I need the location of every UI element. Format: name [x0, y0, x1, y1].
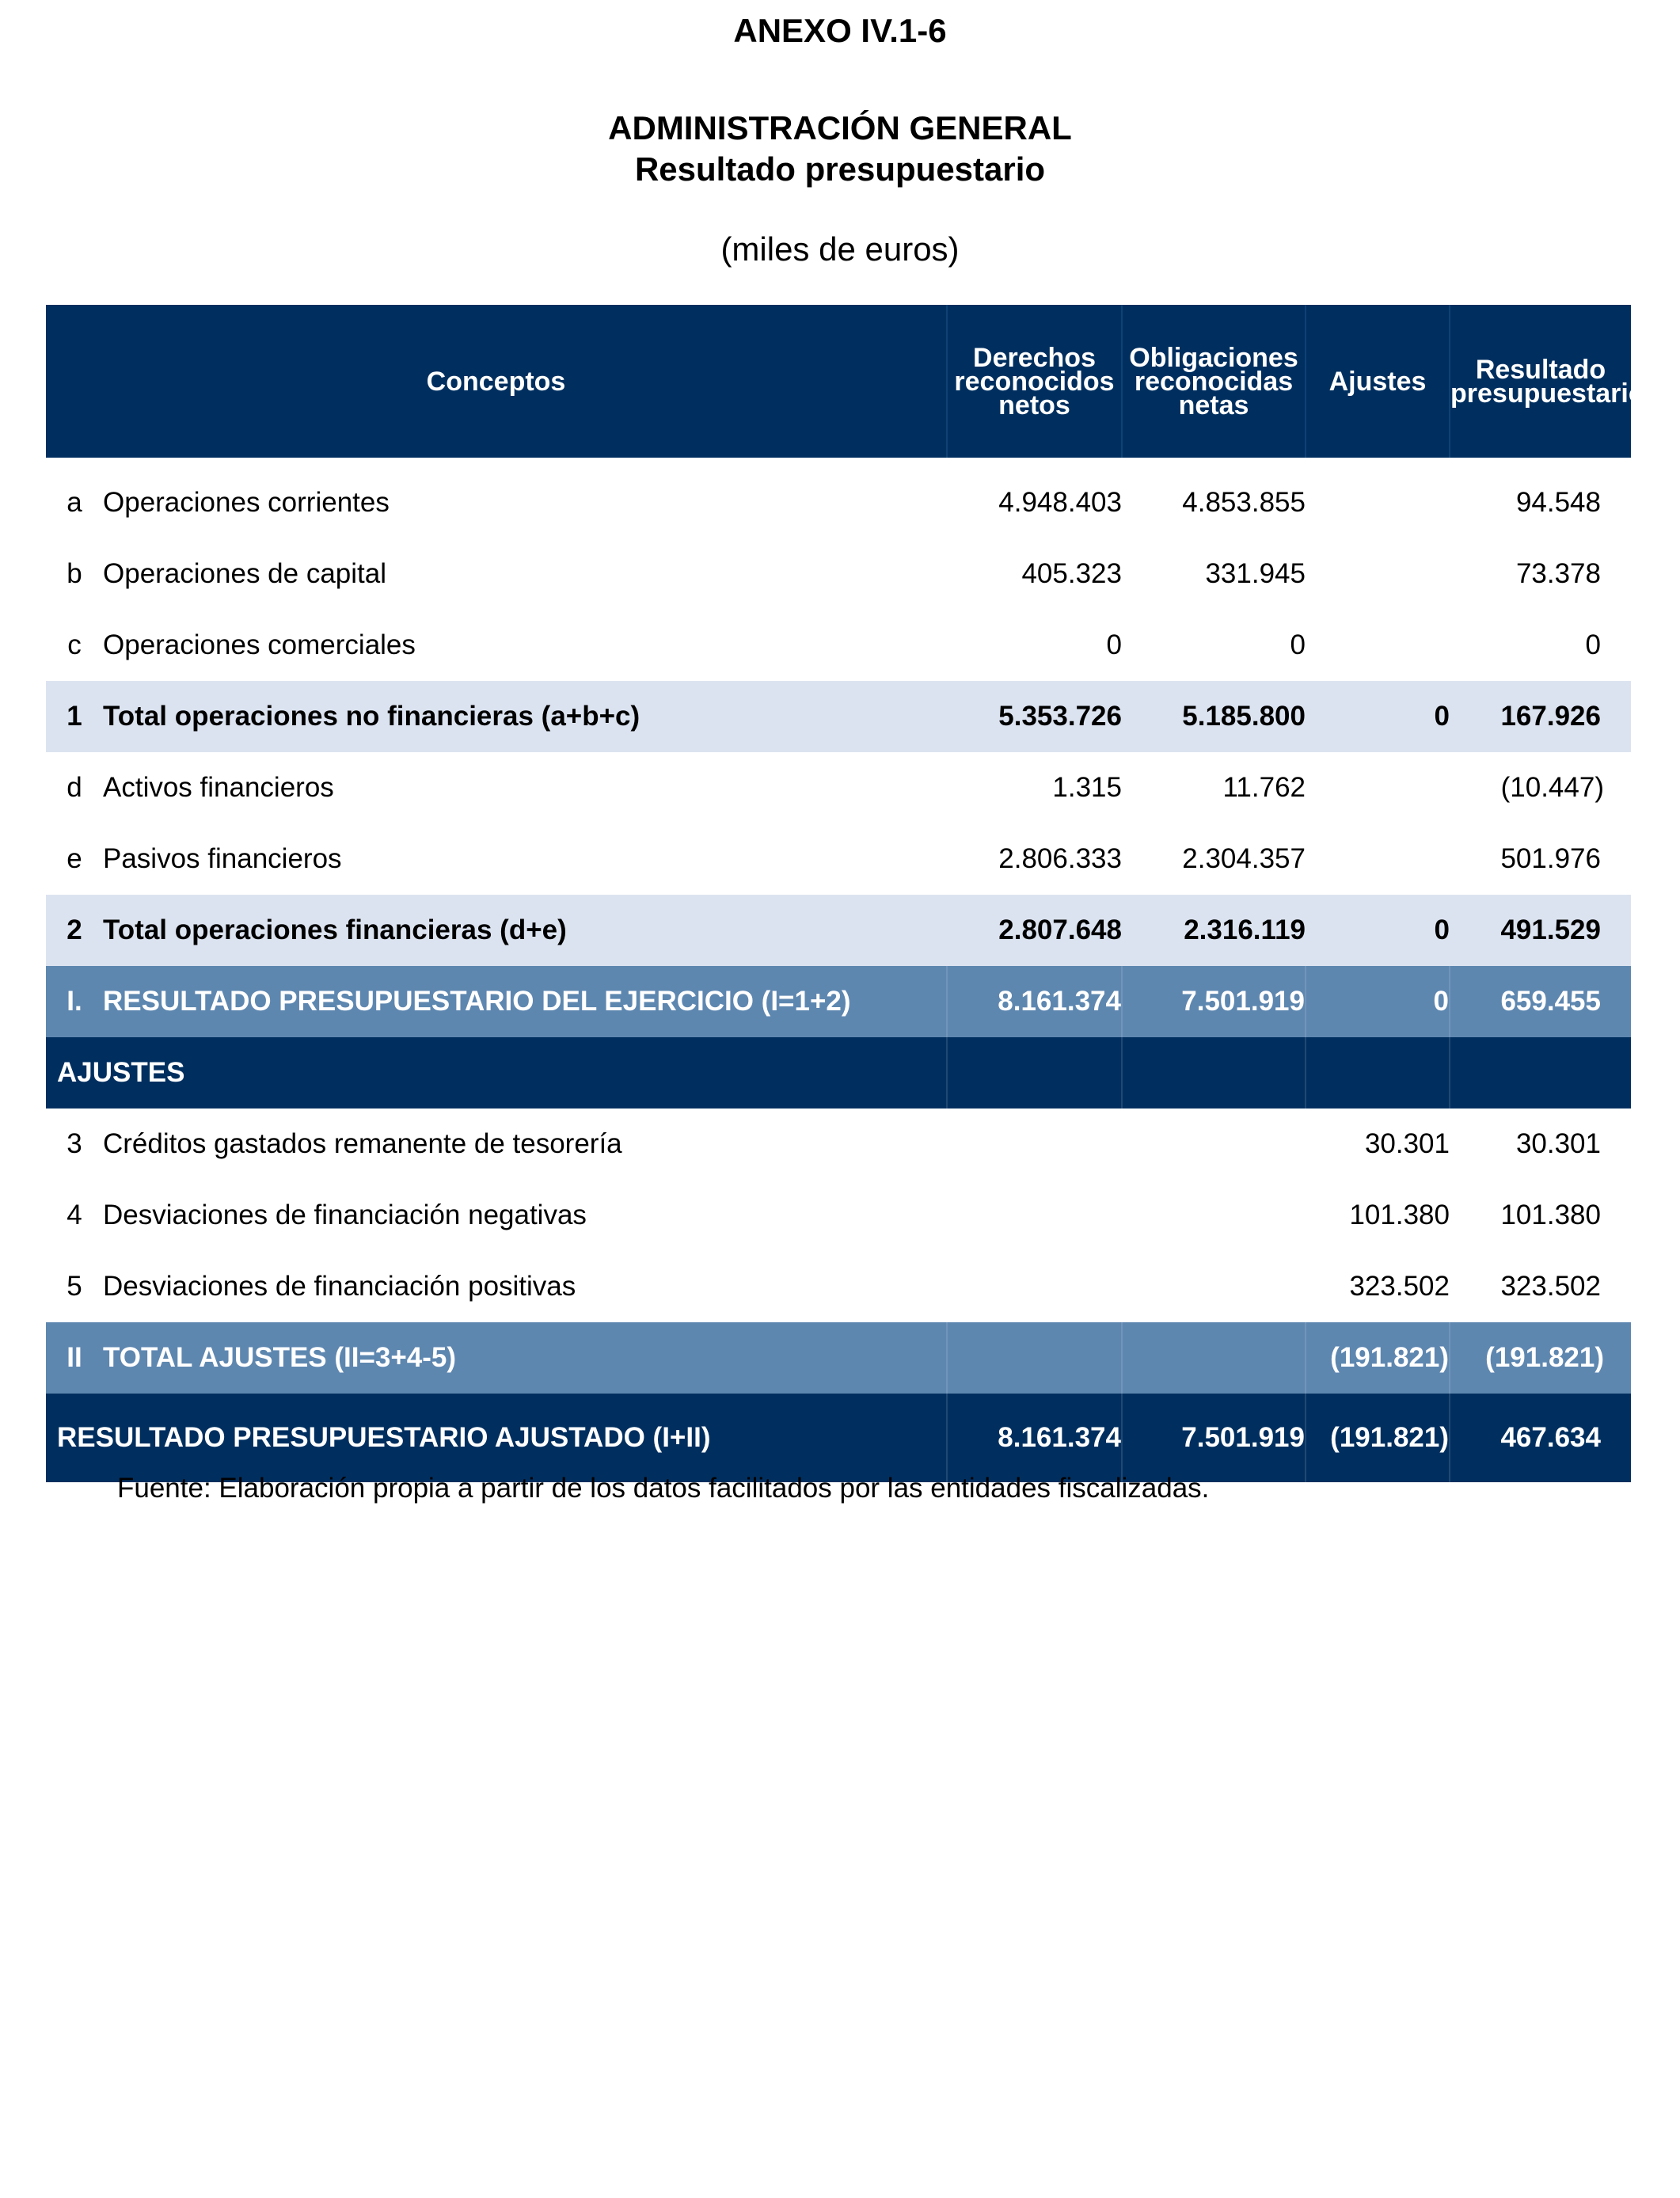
row-adjustments: 0: [1306, 895, 1450, 966]
row-rights: 5.353.726: [947, 681, 1122, 752]
table-row-total-adjustments: [46, 1322, 1631, 1394]
row-label: TOTAL AJUSTES (II=3+4-5): [103, 1322, 947, 1394]
table-row-e: [46, 823, 1631, 895]
row-result: 323.502: [1500, 1271, 1601, 1302]
row-code: 3: [67, 1128, 82, 1159]
row-adjustments: 30.301: [1364, 1128, 1450, 1159]
entity-title: ADMINISTRACIÓN GENERAL: [608, 109, 1072, 146]
row-rights: 1.315: [1052, 772, 1122, 803]
row-code: 5: [67, 1271, 82, 1302]
row-code: 4: [67, 1200, 82, 1230]
row-rights: 8.161.374: [947, 1394, 1122, 1482]
row-label: Total operaciones financieras (d+e): [103, 895, 947, 966]
units-subtitle: (miles de euros): [720, 230, 960, 268]
row-rights: 8.161.374: [947, 966, 1122, 1037]
row-adjustments: [1306, 610, 1450, 681]
row-obligations: [1122, 1180, 1306, 1251]
subject-title: Resultado presupuestario: [634, 150, 1046, 188]
row-code: d: [67, 772, 82, 803]
row-result: 467.634: [1450, 1394, 1631, 1482]
col-header-obligations: Obligaciones reconocidas netas: [1122, 305, 1306, 458]
row-result: 0: [1585, 629, 1601, 660]
row-result: 73.378: [1515, 558, 1601, 589]
row-label: Total operaciones no financieras (a+b+c): [103, 681, 947, 752]
table-row-a: [46, 467, 1631, 538]
row-label: RESULTADO PRESUPUESTARIO DEL EJERCICIO (I=1+2): [103, 966, 947, 1037]
row-adjustments: 0: [1306, 966, 1450, 1037]
row-result: 659.455: [1450, 966, 1631, 1037]
row-adjustments: 0: [1306, 681, 1450, 752]
row-result: 30.301: [1515, 1128, 1601, 1159]
row-code: a: [67, 487, 82, 518]
annex-title: ANEXO IV.1-6: [733, 12, 947, 49]
row-obligations: 2.304.357: [1182, 843, 1306, 874]
row-label: Desviaciones de financiación negativas: [103, 1200, 587, 1230]
row-obligations: [1122, 1109, 1306, 1180]
col-header-adjustments: Ajustes: [1306, 305, 1450, 458]
row-rights: 4.948.403: [998, 487, 1122, 518]
row-rights: [947, 1322, 1122, 1394]
row-label: Desviaciones de financiación positivas: [103, 1271, 576, 1302]
row-obligations: 331.945: [1205, 558, 1306, 589]
row-obligations: [1122, 1322, 1306, 1394]
table-row-total-2: [46, 895, 1631, 966]
row-obligations: 11.762: [1222, 772, 1306, 803]
row-rights: 405.323: [1021, 558, 1122, 589]
row-result: 101.380: [1500, 1200, 1601, 1230]
row-rights: [947, 1251, 1122, 1322]
budget-result-table: [46, 305, 1645, 1482]
table-row-3: [46, 1109, 1631, 1180]
row-adjustments: [1306, 538, 1450, 610]
table-header-row: [46, 305, 1631, 458]
row-rights: 2.807.648: [947, 895, 1122, 966]
table-row-b: [46, 538, 1631, 610]
table-row-total-1: [46, 681, 1631, 752]
table-row-c: [46, 610, 1631, 681]
row-label: Operaciones comerciales: [103, 629, 416, 660]
row-obligations: 7.501.919: [1122, 966, 1306, 1037]
row-obligations: 4.853.855: [1182, 487, 1306, 518]
row-label: Activos financieros: [103, 772, 334, 803]
table-row-5: [46, 1251, 1631, 1322]
row-code: II: [46, 1322, 103, 1394]
row-adjustments: [1306, 823, 1450, 895]
row-result: (191.821): [1450, 1322, 1631, 1394]
row-result: 501.976: [1500, 843, 1601, 874]
row-rights: 0: [1106, 629, 1122, 660]
table-row-result-exercise: [46, 966, 1631, 1037]
table-row-d: [46, 752, 1631, 823]
table-row-adjusted-result: [46, 1394, 1631, 1482]
row-obligations: 5.185.800: [1122, 681, 1306, 752]
row-label: Pasivos financieros: [103, 843, 342, 874]
row-adjustments: [1306, 467, 1450, 538]
row-result: (10.447): [1500, 772, 1604, 803]
row-code: b: [67, 558, 82, 589]
row-rights: 2.806.333: [998, 843, 1122, 874]
row-code: 1: [46, 681, 103, 752]
col-header-concepts: Conceptos: [46, 305, 947, 458]
row-adjustments: (191.821): [1306, 1322, 1450, 1394]
row-obligations: [1122, 1251, 1306, 1322]
source-note: Fuente: Elaboración propia a partir de los datos facilitados por las entidades fiscalizadas.: [117, 1473, 1210, 1504]
row-code: I.: [46, 966, 103, 1037]
row-label: Operaciones de capital: [103, 558, 386, 589]
table-row-4: [46, 1180, 1631, 1251]
section-label: AJUSTES: [46, 1037, 947, 1109]
row-label: RESULTADO PRESUPUESTARIO AJUSTADO (I+II): [46, 1394, 947, 1482]
row-code: e: [67, 843, 82, 874]
table-row-adjustments-header: [46, 1037, 1631, 1109]
row-adjustments: 101.380: [1349, 1200, 1450, 1230]
row-obligations: 0: [1290, 629, 1306, 660]
col-header-rights: Derechos reconocidos netos: [947, 305, 1122, 458]
col-header-result: Resultado presupuestario: [1450, 305, 1631, 458]
row-adjustments: 323.502: [1349, 1271, 1450, 1302]
row-obligations: 7.501.919: [1122, 1394, 1306, 1482]
row-adjustments: [1306, 752, 1450, 823]
row-result: 491.529: [1450, 895, 1631, 966]
row-rights: [947, 1109, 1122, 1180]
row-label: Operaciones corrientes: [103, 487, 390, 518]
row-result: 167.926: [1450, 681, 1631, 752]
row-label: Créditos gastados remanente de tesorería: [103, 1128, 622, 1159]
row-obligations: 2.316.119: [1122, 895, 1306, 966]
row-code: c: [67, 629, 82, 660]
row-result: 94.548: [1515, 487, 1601, 518]
row-code: 2: [46, 895, 103, 966]
row-rights: [947, 1180, 1122, 1251]
row-adjustments: (191.821): [1306, 1394, 1450, 1482]
